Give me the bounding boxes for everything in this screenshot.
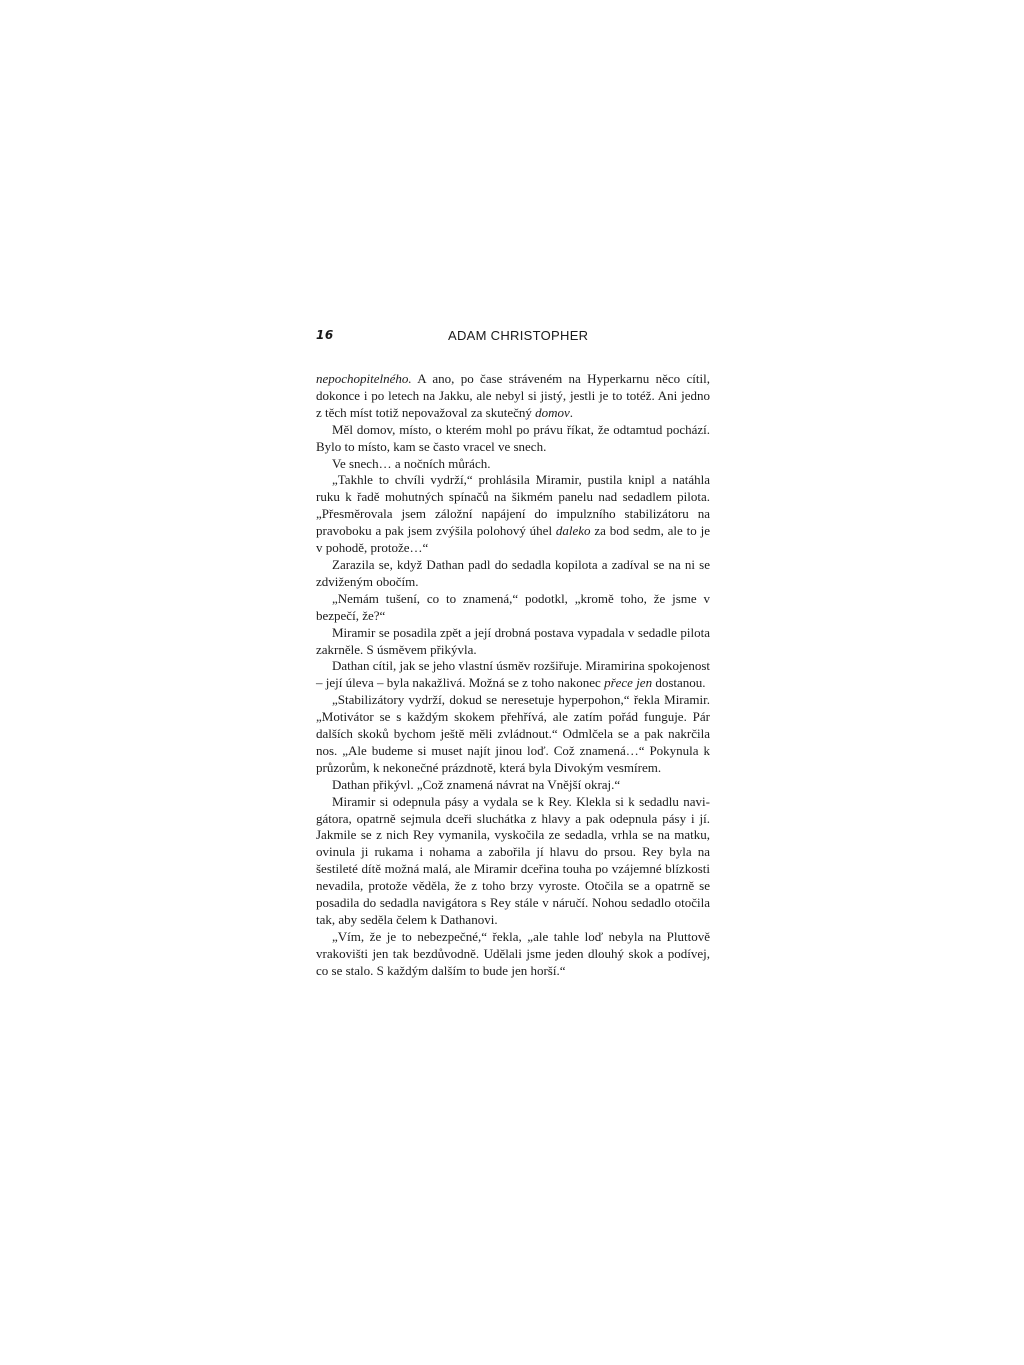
text-run: Ve snech… a nočních můrách.: [332, 455, 491, 471]
paragraph: [316, 472, 710, 557]
paragraph: [316, 658, 710, 692]
text-run: Miramir se posadila zpět a její drobná postava vypadala v sedadle pilota zakrněle. S úsměvem přikývla.: [316, 624, 710, 657]
italic-text: nepochopitelného.: [316, 371, 412, 386]
text-run: dostanou.: [652, 675, 706, 691]
page-number: 16: [316, 328, 334, 342]
paragraph: [316, 591, 710, 625]
text-run: .: [569, 404, 574, 420]
body-text: [316, 371, 710, 980]
text-run: za bod sedm, ale to je v pohodě, protože…“: [316, 523, 710, 556]
italic-text: daleko: [555, 523, 591, 539]
text-run: „Nemám tušení, co to znamená,“ podotkl, „kromě toho, že jsme v bezpečí, že?“: [316, 590, 710, 623]
text-run: A ano, po čase stráveném na Hyperkarnu něco cítil, dokonce i po letech na Jakku, ale nebyl si jistý, jestli je to totéž. Ani jedno z těch míst totiž nepovažoval za skutečný: [316, 371, 710, 420]
paragraph: [316, 625, 710, 659]
text-run: „Stabilizátory vydrží, dokud se neresetuje hyperpohon,“ řekla Miramir. „Motivátor se s každým skokem přehřívá, ale zatím pořád funguje. Pár dalších skoků bychom ještě měli zvládnout.“ Odmlčela se a pak nakrčila nos. „Ale budeme si muset najít jinou loď. Což znamená…“ Pokynula k průzorům, k nekonečné prázdnotě, která byla Divokým vesmírem.: [316, 692, 710, 775]
text-run: Dathan přikývl. „Což znamená návrat na Vnější okraj.“: [332, 776, 621, 792]
paragraph: [316, 692, 710, 777]
text-run: Měl domov, místo, o kterém mohl po právu říkat, že odtamtud pochází. Bylo to místo, kam se často vracel ve snech.: [316, 421, 710, 454]
italic-text: přece jen: [604, 675, 653, 691]
text-run: Zarazila se, když Dathan padl do sedadla kopilota a zadíval se na ni se zdviženým obočím.: [316, 556, 710, 589]
paragraph: [316, 794, 710, 929]
italic-text: domov: [535, 404, 570, 420]
paragraph: [316, 929, 710, 980]
running-head: [316, 326, 710, 348]
text-run: „Vím, že je to nebezpečné,“ řekla, „ale tahle loď nebyla na Pluttově vrakovišti jen tak bezdůvodně. Udělali jsme jeden dlouhý skok a podívej, co se stalo. S každým dalším to bude jen horší.“: [316, 928, 710, 978]
paragraph: [316, 371, 710, 422]
author-name: ADAM CHRISTOPHER: [448, 328, 589, 343]
paragraph: [316, 557, 710, 591]
book-page: [316, 326, 710, 980]
paragraph: [316, 777, 710, 794]
text-run: Dathan cítil, jak se jeho vlastní úsměv rozšiřuje. Miramirina spokojenost – její úleva – byla nakažlivá. Možná se z toho nakonec: [316, 658, 711, 691]
text-run: Miramir si odepnula pásy a vydala se k Rey. Klekla si k sedadlu navigátora, opatrně sejmula dceři sluchátka z hlavy a pak odepnula pásy i jí. Jakmile se z nich Rey vymanila, vyskočila ze sedadla, vrhla se na matku, ovinula ji rukama i nohama a zabořila jí hlavu do prsou. Rey byla na šestileté dítě možná malá, ale Miramir dceřina touha po vzájemné blízkosti nevadila, protože věděla, že z toho brzy vyroste. Otočila se a opatrně se posadila do sedadla navigátora s Rey stále v náručí. Nohou sedadlo otočila tak, aby seděla čelem k Dathanovi.: [316, 793, 710, 927]
text-run: „Takhle to chvíli vydrží,“ prohlásila Miramir, pustila knipl a natáhla ruku k řadě mohutných spínačů na šikmém panelu nad sedadlem pilota. „Přesměrovala jsem záložní napájení do impulzního stabilizátoru na pravoboku a pak jsem zvýšila polohový úhel: [316, 472, 710, 539]
paragraph: [316, 456, 710, 473]
paragraph: [316, 422, 710, 456]
